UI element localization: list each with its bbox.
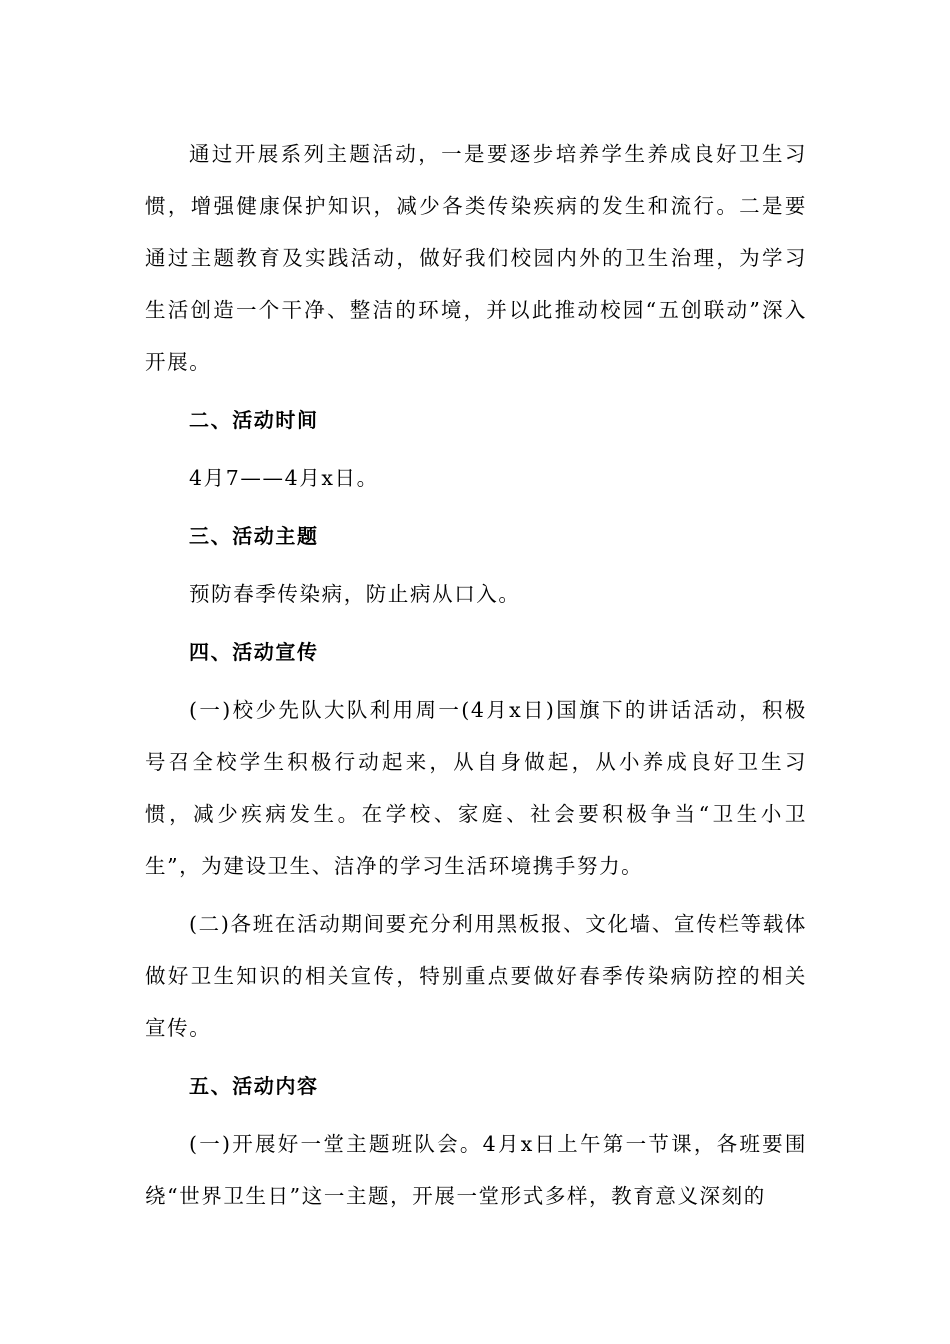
paragraph-activity-time: 4月7——4月x日。 (189, 466, 379, 490)
section-heading-activity-content: 五、活动内容 (189, 1074, 319, 1098)
paragraph-publicity-2: (二)各班在活动期间要充分利用黑板报、文化墙、宣传栏等载体做好卫生知识的相关宣传，特别重点要做好春季传染病防控的相关宣传。 (145, 912, 807, 1040)
paragraph-activity-theme: 预防春季传染病，防止病从口入。 (189, 582, 521, 606)
paragraph-content-1: (一)开展好一堂主题班队会。4月x日上午第一节课，各班要围绕“世界卫生日”这一主题，开展一堂形式多样，教育意义深刻的 (145, 1132, 807, 1208)
paragraph-publicity-1: (一)校少先队大队利用周一(4月x日)国旗下的讲话活动，积极号召全校学生积极行动起来，从自身做起，从小养成良好卫生习惯，减少疾病发生。在学校、家庭、社会要积极争当“卫生小卫生”，为建设卫生、洁净的学习生活环境携手努力。 (145, 698, 807, 878)
section-heading-activity-time: 二、活动时间 (189, 408, 319, 432)
section-heading-activity-publicity: 四、活动宣传 (189, 640, 319, 664)
section-heading-activity-theme: 三、活动主题 (189, 524, 319, 548)
document-body (145, 128, 807, 1222)
paragraph-objectives: 通过开展系列主题活动，一是要逐步培养学生养成良好卫生习惯，增强健康保护知识，减少各类传染疾病的发生和流行。二是要通过主题教育及实践活动，做好我们校园内外的卫生治理，为学习生活创造一个干净、整洁的环境，并以此推动校园“五创联动”深入开展。 (145, 142, 807, 374)
